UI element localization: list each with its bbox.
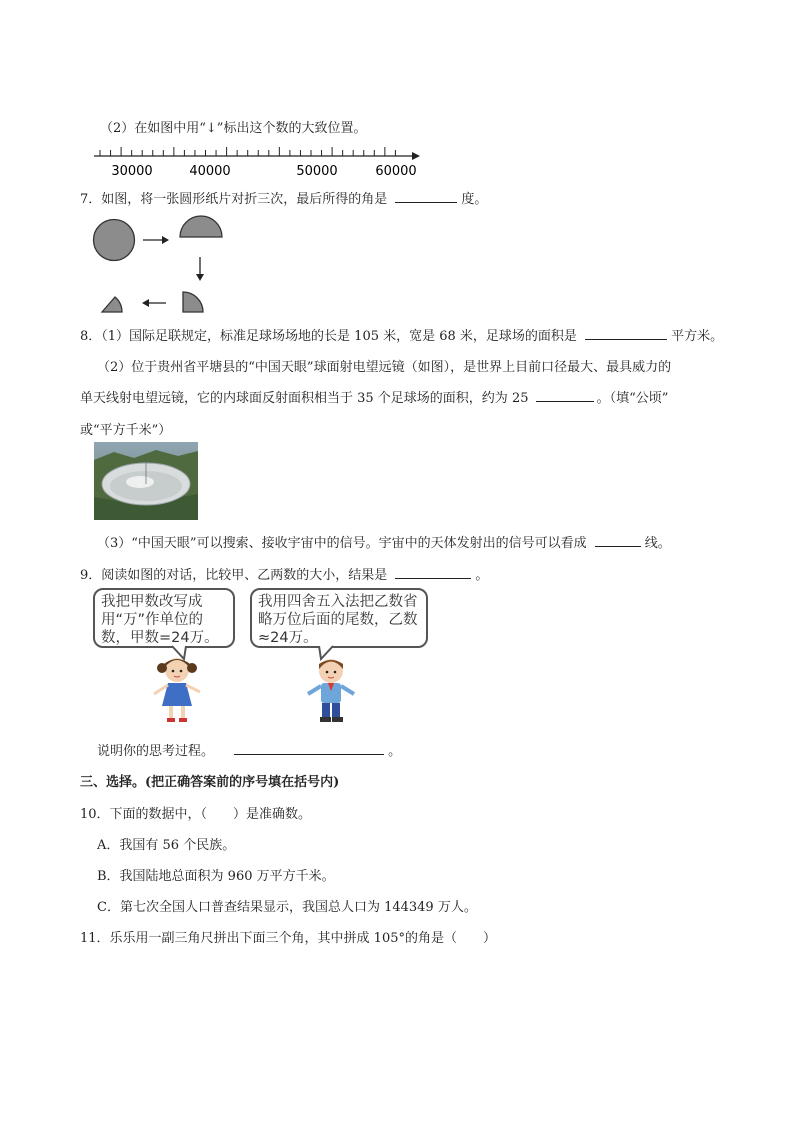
q8-part1-answer-blank[interactable] xyxy=(585,327,667,340)
q11-stem: 11．乐乐用一副三角尺拼出下面三个角，其中拼成 105°的角是（ ） xyxy=(80,931,496,946)
folding-diagram xyxy=(88,213,238,317)
tick-label-30000: 30000 xyxy=(111,164,153,179)
q9-text-end: 。 xyxy=(475,568,489,583)
right-arrow-head xyxy=(162,236,169,244)
q8-part3-answer-blank[interactable] xyxy=(595,534,641,547)
left-arrow-head xyxy=(142,299,149,307)
q9-explain xyxy=(97,740,401,759)
q8-part2-line2-text: 单天线射电望远镜，它的内球面反射面积相当于 35 个足球场的面积，约为 25 xyxy=(80,391,529,406)
q9-answer-blank[interactable] xyxy=(395,566,471,579)
speech-bubble-girl: 我把甲数改写成用“万”作单位的数，甲数=24万。 xyxy=(93,588,235,648)
q7-answer-blank[interactable] xyxy=(395,190,457,203)
quarter-circle-shape xyxy=(183,292,203,312)
q7-text: 7．如图，将一张圆形纸片对折三次，最后所得的角是 xyxy=(80,192,388,207)
q6-part2-text: （2）在如图中用“↓”标出这个数的大致位置。 xyxy=(100,121,367,136)
q8-part3-unit: 线。 xyxy=(644,536,671,551)
fast-telescope-photo xyxy=(94,442,198,520)
number-line-ticks xyxy=(100,147,395,156)
q8-part1-text: 8．（1）国际足联规定，标准足球场场地的长是 105 米，宽是 68 米，足球场的面积是 xyxy=(80,329,577,344)
q9-question xyxy=(80,564,488,583)
tick-label-60000: 60000 xyxy=(375,164,417,179)
q8-part2-line2-end: 。（填“公顷” xyxy=(596,391,669,406)
boy-illustration xyxy=(302,654,360,726)
tick-label-40000: 40000 xyxy=(189,164,231,179)
q7-question xyxy=(80,188,487,207)
q9-explain-end: 。 xyxy=(388,744,402,759)
half-circle-shape xyxy=(180,216,222,237)
q10-option-a[interactable]: A．我国有 56 个民族。 xyxy=(97,838,236,853)
tick-label-50000: 50000 xyxy=(296,164,338,179)
number-line-arrow xyxy=(412,152,420,160)
girl-illustration xyxy=(148,654,206,726)
q8-part1 xyxy=(80,325,723,344)
q10-option-b[interactable]: B．我国陆地总面积为 960 万平方千米。 xyxy=(97,869,335,884)
q8-part3-text: （3）“中国天眼”可以搜索、接收宇宙中的信号。宇宙中的天体发射出的信号可以看成 xyxy=(97,536,587,551)
q8-part2-line2 xyxy=(80,387,668,406)
q8-part2-line1: （2）位于贵州省平塘县的“中国天眼”球面射电望远镜（如图），是世界上目前口径最大、最具威力的 xyxy=(97,360,672,375)
speech-bubble-boy: 我用四舍五入法把乙数省略万位后面的尾数，乙数≈24万。 xyxy=(250,588,428,648)
q8-part2-answer-blank[interactable] xyxy=(536,389,594,402)
section-3-heading: 三、选择。(把正确答案前的序号填在括号内) xyxy=(80,775,340,790)
q8-part2-line3: 或“平方千米”） xyxy=(80,423,172,438)
q10-option-c[interactable]: C．第七次全国人口普查结果显示，我国总人口为 144349 万人。 xyxy=(97,900,477,915)
q9-explain-blank[interactable] xyxy=(234,742,384,755)
full-circle-shape xyxy=(94,220,135,261)
eighth-circle-shape xyxy=(102,297,122,312)
q7-unit: 度。 xyxy=(461,192,488,207)
down-arrow-head xyxy=(196,274,204,281)
q9-text: 9．阅读如图的对话，比较甲、乙两数的大小，结果是 xyxy=(80,568,388,583)
q8-part3 xyxy=(97,532,671,551)
q9-explain-text: 说明你的思考过程。 xyxy=(97,744,215,759)
q10-stem: 10．下面的数据中，（ ）是准确数。 xyxy=(80,807,312,822)
q8-part1-unit: 平方米。 xyxy=(671,329,724,344)
number-line xyxy=(90,144,425,180)
